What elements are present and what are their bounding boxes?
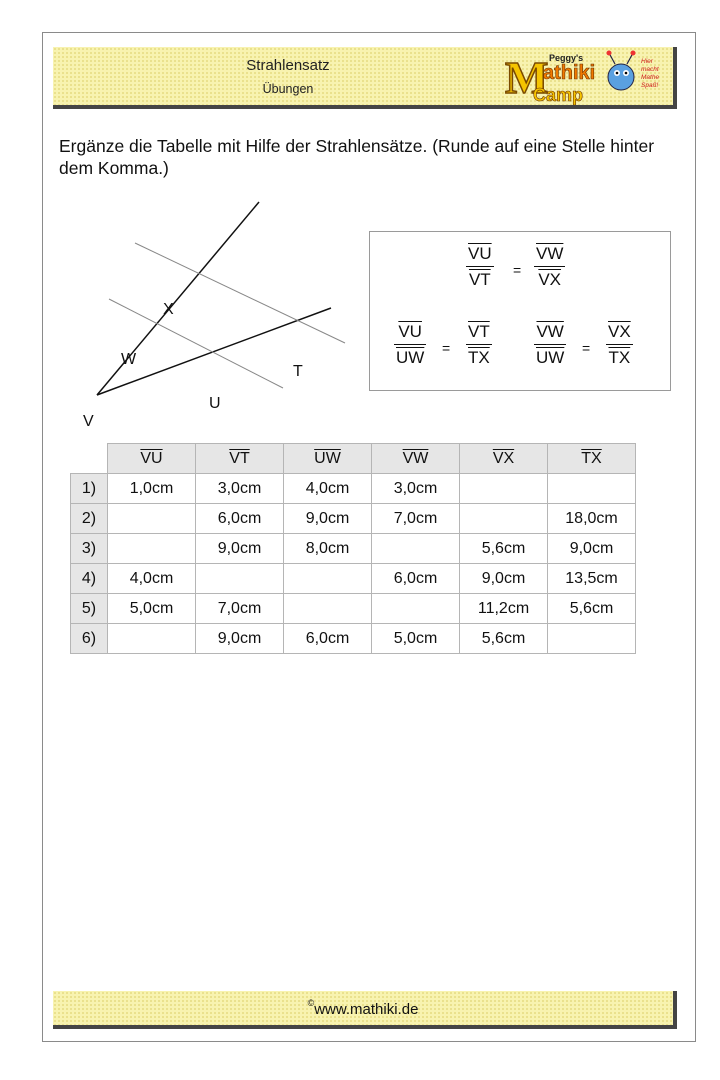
table-cell xyxy=(284,594,372,624)
logo-mascot-icon xyxy=(608,64,634,90)
row-number: 5) xyxy=(71,594,108,624)
table-cell: 4,0cm xyxy=(284,474,372,504)
table-cell: 5,0cm xyxy=(372,624,460,654)
label-w: W xyxy=(121,351,137,368)
row-number: 3) xyxy=(71,534,108,564)
ray-diagram xyxy=(83,198,363,428)
table-cell: 9,0cm xyxy=(460,564,548,594)
formula-box xyxy=(369,231,671,391)
table-cell: 5,6cm xyxy=(460,534,548,564)
footer-url: www.mathiki.de xyxy=(314,1001,419,1018)
table-cell: 6,0cm xyxy=(196,504,284,534)
table-cell xyxy=(108,624,196,654)
table-cell: 7,0cm xyxy=(372,504,460,534)
table-row xyxy=(71,624,636,654)
table-row xyxy=(71,474,636,504)
table-cell: 6,0cm xyxy=(372,564,460,594)
formula2-right: $\frac{\overline{VT}}{TX}$ xyxy=(468,322,490,367)
table-header-row xyxy=(71,444,636,474)
table-cell xyxy=(460,504,548,534)
table-cell xyxy=(108,504,196,534)
table-cell: 8,0cm xyxy=(284,534,372,564)
table-cell xyxy=(548,474,636,504)
table-cell: 7,0cm xyxy=(196,594,284,624)
table-cell xyxy=(196,564,284,594)
table-cell: 11,2cm xyxy=(460,594,548,624)
formula2-left: $\frac{\overline{VU}}{UW}$ xyxy=(396,322,425,367)
page-title: Strahlensatz xyxy=(246,57,330,74)
parallel-line-wu xyxy=(109,299,283,388)
formula3-equals: = xyxy=(582,340,591,356)
table-cell: 9,0cm xyxy=(548,534,636,564)
column-header-tx: $\overline{TX}$ xyxy=(548,444,636,474)
logo-big-letter: M xyxy=(505,52,549,103)
formula1-equals: = xyxy=(513,262,522,278)
table-cell: 1,0cm xyxy=(108,474,196,504)
row-number: 1) xyxy=(71,474,108,504)
table-cell xyxy=(372,534,460,564)
formula1-right: $\frac{\overline{VW}}{VX}$ xyxy=(536,244,564,289)
table-cell: 13,5cm xyxy=(548,564,636,594)
footer-text xyxy=(53,1000,673,1018)
table-row xyxy=(71,534,636,564)
table-cell: 18,0cm xyxy=(548,504,636,534)
table-cell xyxy=(548,624,636,654)
row-number: 2) xyxy=(71,504,108,534)
formula3-right: $\frac{\overline{VX}}{TX}$ xyxy=(608,322,631,367)
table-cell: 9,0cm xyxy=(196,624,284,654)
table-cell: 3,0cm xyxy=(372,474,460,504)
page-subtitle: Übungen xyxy=(262,82,314,96)
table-row xyxy=(71,504,636,534)
logo-side-text-2: macht xyxy=(641,66,659,73)
column-header-vu: $\overline{VU}$ xyxy=(108,444,196,474)
header-banner xyxy=(53,47,677,109)
table-cell: 5,6cm xyxy=(460,624,548,654)
label-t: T xyxy=(293,363,303,380)
formula2-equals: = xyxy=(442,340,451,356)
footer-banner xyxy=(53,991,677,1029)
row-number: 4) xyxy=(71,564,108,594)
column-header-vt: $\overline{VT}$ xyxy=(196,444,284,474)
table-cell: 4,0cm xyxy=(108,564,196,594)
table-row xyxy=(71,564,636,594)
label-x: X xyxy=(163,301,174,318)
logo-side-text-1: Hier xyxy=(641,58,653,65)
logo-word-mid: athiki xyxy=(543,62,596,84)
table-cell: 9,0cm xyxy=(196,534,284,564)
label-u: U xyxy=(209,395,221,412)
instructions-text: Ergänze die Tabelle mit Hilfe der Strahlensätze. (Runde auf eine Stelle hinter dem Komma.) xyxy=(59,136,655,178)
table-cell: 5,6cm xyxy=(548,594,636,624)
logo-side-text-3: Mathe xyxy=(641,74,660,81)
logo-side-text-4: Spaß! xyxy=(641,82,659,89)
table-cell xyxy=(372,594,460,624)
column-header-uw: $\overline{UW}$ xyxy=(284,444,372,474)
column-header-vx: $\overline{VX}$ xyxy=(460,444,548,474)
table-cell: 9,0cm xyxy=(284,504,372,534)
row-number: 6) xyxy=(71,624,108,654)
table-cell xyxy=(108,534,196,564)
table-cell: 6,0cm xyxy=(284,624,372,654)
table-cell: 3,0cm xyxy=(196,474,284,504)
logo-word-bottom: Camp xyxy=(533,85,584,105)
table-cell xyxy=(284,564,372,594)
table-cell xyxy=(460,474,548,504)
table-corner xyxy=(71,444,108,474)
formula3-left: $\frac{\overline{VW}}{UW}$ xyxy=(536,322,565,367)
copyright-symbol: © xyxy=(307,998,315,1008)
table-row xyxy=(71,594,636,624)
mathiki-camp-logo xyxy=(493,47,669,105)
label-v: V xyxy=(83,413,94,428)
column-header-vw: $\overline{VW}$ xyxy=(372,444,460,474)
exercise-table xyxy=(70,443,636,654)
logo-peggys: Peggy's xyxy=(549,53,584,63)
worksheet-page xyxy=(42,32,696,1042)
table-cell: 5,0cm xyxy=(108,594,196,624)
formula1-left: $\frac{\overline{VU}}{VT}$ xyxy=(468,244,492,289)
